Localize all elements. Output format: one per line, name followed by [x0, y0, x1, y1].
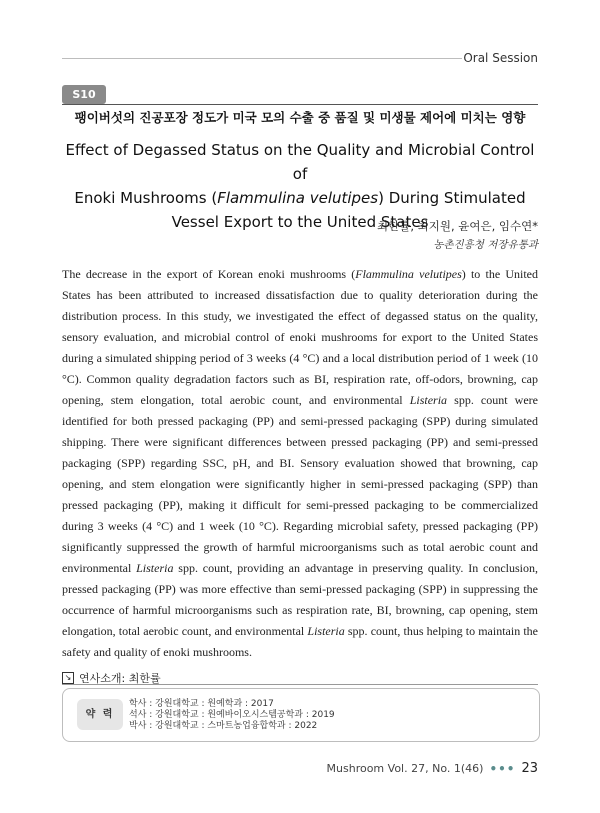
bio-lines [129, 699, 335, 732]
abstract-text: The decrease in the export of Korean enoki mushrooms ( [62, 267, 356, 281]
header-rule [62, 58, 462, 59]
genus-name: Listeria [307, 624, 345, 638]
english-title-line-3: Vessel Export to the United States [171, 213, 429, 231]
dots-separator: ••• [489, 761, 516, 776]
speaker-bio-box [62, 688, 540, 742]
abstract-paragraph [62, 264, 538, 663]
species-name: Flammulina velutipes [355, 267, 462, 281]
bio-line: 박사 : 강원대학교 : 스마트농업융합학과 : 2022 [129, 721, 318, 731]
page-footer [327, 761, 538, 776]
speaker-rule [62, 684, 538, 685]
paper-code-badge: S10 [62, 85, 106, 104]
affiliation: 농촌진흥청 저장유통과 [433, 239, 538, 251]
abstract-text: ) to the United States has been attributed to increased dissatisfaction due to quality deterioration during the distribution process. In this study, we investigated the effect of degassed status on the quality, sensory evaluation, and microbial control of enoki mushrooms for export to the United States during a simulated shipping period of 3 weeks (4 °C) and a local distribution period of 1 week (10 °C). Common quality degradation factors such as BI, respiration rate, off-odors, browning, cap opening, stem elongation, total aerobic count, and environmental [62, 267, 538, 407]
bio-badge: 약 력 [77, 699, 123, 730]
abstract-body [62, 264, 538, 663]
abstract-text: spp. count, thus helping to maintain the safety and quality of enoki mushrooms. [62, 624, 539, 659]
genus-name: Listeria [136, 561, 174, 575]
bio-line: 석사 : 강원대학교 : 원예바이오시스템공학과 : 2019 [129, 710, 335, 720]
title-rule [62, 104, 538, 105]
title-text: Enoki Mushrooms ( [74, 189, 218, 207]
title-text: ) During Stimulated [378, 189, 526, 207]
session-label: Oral Session [463, 51, 538, 65]
english-title-line-2 [62, 186, 538, 210]
genus-name: Listeria [409, 393, 448, 407]
authors: 최한률, 최지원, 윤여은, 임수연* [377, 219, 538, 233]
korean-title: 팽이버섯의 진공포장 정도가 미국 모의 수출 중 품질 및 미생물 제어에 미치는 영향 [74, 110, 526, 125]
page-number: 23 [521, 761, 538, 776]
bio-line: 학사 : 강원대학교 : 원예학과 : 2017 [129, 699, 274, 709]
species-name: Flammulina velutipes [217, 189, 379, 207]
speaker-heading-text: 연사소개: 최한률 [79, 672, 161, 685]
journal-citation: Mushroom Vol. 27, No. 1(46) [326, 762, 484, 775]
english-title-line-1: Effect of Degassed Status on the Quality and Microbial Control of [65, 141, 535, 183]
abstract-text: spp. count, providing an advantage in preserving quality. In conclusion, pressed packaging (PP) was more effective than semi-pressed packaging (SPP) in suppressing the occurrence of harmful microorganisms such as respiration rate, BI, browning, cap opening, stem elongation, total aerobic count, and environmental [62, 561, 538, 638]
abstract-text: spp. count were identified for both pressed packaging (PP) and semi-pressed packaging (SPP) during simulated shipping. There were significant differences between pressed packaging (PP) and semi-pressed packaging (SPP) regarding SSC, pH, and BI. Sensory evaluation showed that browning, cap opening, and stem elongation were significantly higher in semi-pressed packaging (SPP) than pressed packaging (PP), making it difficult for semi-pressed packaging to be commercialized during 3 weeks (4 °C) and 1 week (10 °C). Regarding microbial safety, pressed packaging (PP) significantly suppressed the growth of harmful microorganisms such as total aerobic count and environmental [62, 393, 538, 575]
arrow-icon: ↘ [62, 672, 74, 684]
